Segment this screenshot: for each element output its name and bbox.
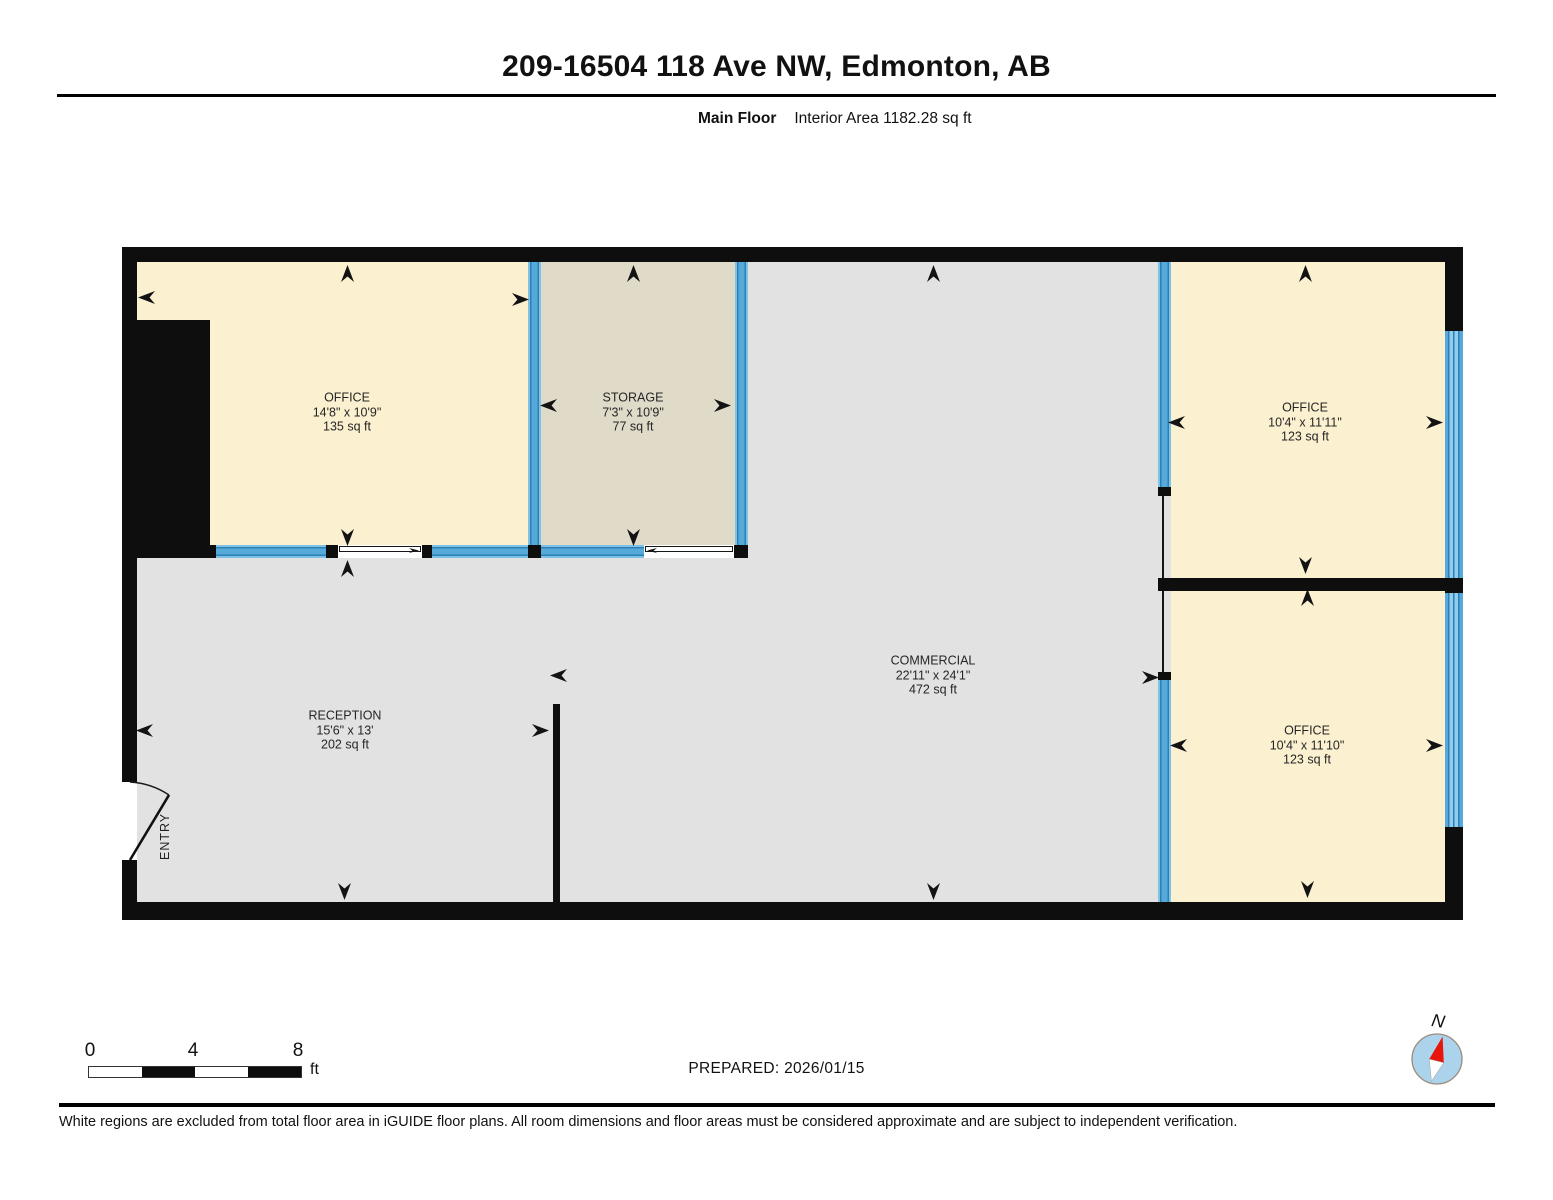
wall-post [326, 545, 338, 558]
door-leaf-office-tr [1162, 496, 1164, 578]
room-dims: 7'3" x 10'9" [602, 404, 664, 419]
wall-left-lower [122, 860, 137, 920]
room-dims: 15'6" x 13' [316, 722, 374, 737]
room-name: OFFICE [1282, 400, 1328, 415]
sliding-door-storage [644, 545, 734, 558]
glass-wall-office-south-1 [216, 545, 326, 558]
floor-label: Main Floor [698, 110, 777, 127]
room-area: 77 sq ft [612, 419, 654, 434]
glass-wall-office-storage [528, 262, 541, 545]
door-slab [645, 546, 733, 552]
interior-area-label: Interior Area 1182.28 sq ft [794, 110, 972, 127]
scale-unit-label: ft [310, 1061, 319, 1078]
compass-north-label: N [1430, 1010, 1447, 1032]
prepared-date: PREPARED: 2026/01/15 [688, 1060, 865, 1077]
room-name: OFFICE [324, 390, 370, 405]
wall-post [1158, 487, 1171, 496]
page-title: 209-16504 118 Ave NW, Edmonton, AB [502, 50, 1051, 83]
room-area: 135 sq ft [323, 419, 371, 434]
floor-plan [122, 247, 1463, 920]
room-name: COMMERCIAL [890, 653, 976, 668]
room-area: 123 sq ft [1281, 429, 1329, 444]
disclaimer-text: White regions are excluded from total floor area in iGUIDE floor plans. All room dimensions and floor areas must be considered approximate and are subject to independent verification. [59, 1114, 1238, 1130]
wall-left-upper [122, 247, 137, 782]
room-label-office-bottom-right [1270, 723, 1345, 767]
room-dims: 10'4" x 11'11" [1268, 414, 1342, 429]
room-name: STORAGE [602, 390, 664, 405]
scale-label-8: 8 [292, 1040, 304, 1061]
room-dims: 10'4" x 11'10" [1269, 737, 1345, 752]
glass-wall-office-south-2 [432, 545, 528, 558]
wall-right-bottom [1445, 827, 1463, 920]
glass-wall-office-br [1158, 680, 1171, 902]
wall-bottom [122, 902, 1463, 920]
wall-top [122, 247, 1463, 262]
wall-post [422, 545, 432, 558]
entry-label: ENTRY [158, 812, 172, 860]
room-area: 202 sq ft [321, 737, 369, 752]
room-dims: 22'11" x 24'1" [895, 667, 971, 682]
room-label-commercial [891, 653, 976, 697]
wall-right-top [1445, 247, 1463, 331]
title-divider [57, 94, 1496, 97]
footer-divider [59, 1103, 1495, 1107]
room-label-office-top-right [1268, 400, 1342, 444]
glass-wall-storage-south-1 [541, 545, 644, 558]
wall-post [1158, 672, 1171, 680]
glass-wall-office-tr [1158, 262, 1171, 487]
door-leaf-office-br [1162, 591, 1164, 672]
room-label-reception [309, 708, 382, 752]
window-right-upper [1445, 331, 1463, 578]
door-slab [339, 546, 421, 552]
office-top-left-floor-a [137, 262, 528, 320]
room-label-storage [602, 390, 664, 434]
compass-icon [1405, 1010, 1471, 1090]
room-name: OFFICE [1284, 723, 1330, 738]
floor-subtitle [698, 110, 972, 128]
wall-post [528, 545, 541, 558]
wall-post [734, 545, 748, 558]
room-name: RECEPTION [308, 708, 382, 723]
room-label-office-top-left [313, 390, 382, 434]
sliding-door-office [338, 545, 422, 558]
scale-label-4: 4 [187, 1040, 199, 1061]
glass-wall-storage-commercial [735, 262, 748, 545]
window-right-lower [1445, 593, 1463, 827]
wall-between-right-offices [1158, 578, 1463, 591]
room-dims: 14'8" x 10'9" [312, 404, 382, 419]
room-area: 472 sq ft [909, 682, 957, 697]
wall-post [204, 545, 216, 558]
scale-label-0: 0 [84, 1040, 96, 1061]
wall-reception-divider [553, 704, 560, 902]
room-area: 123 sq ft [1283, 752, 1331, 767]
